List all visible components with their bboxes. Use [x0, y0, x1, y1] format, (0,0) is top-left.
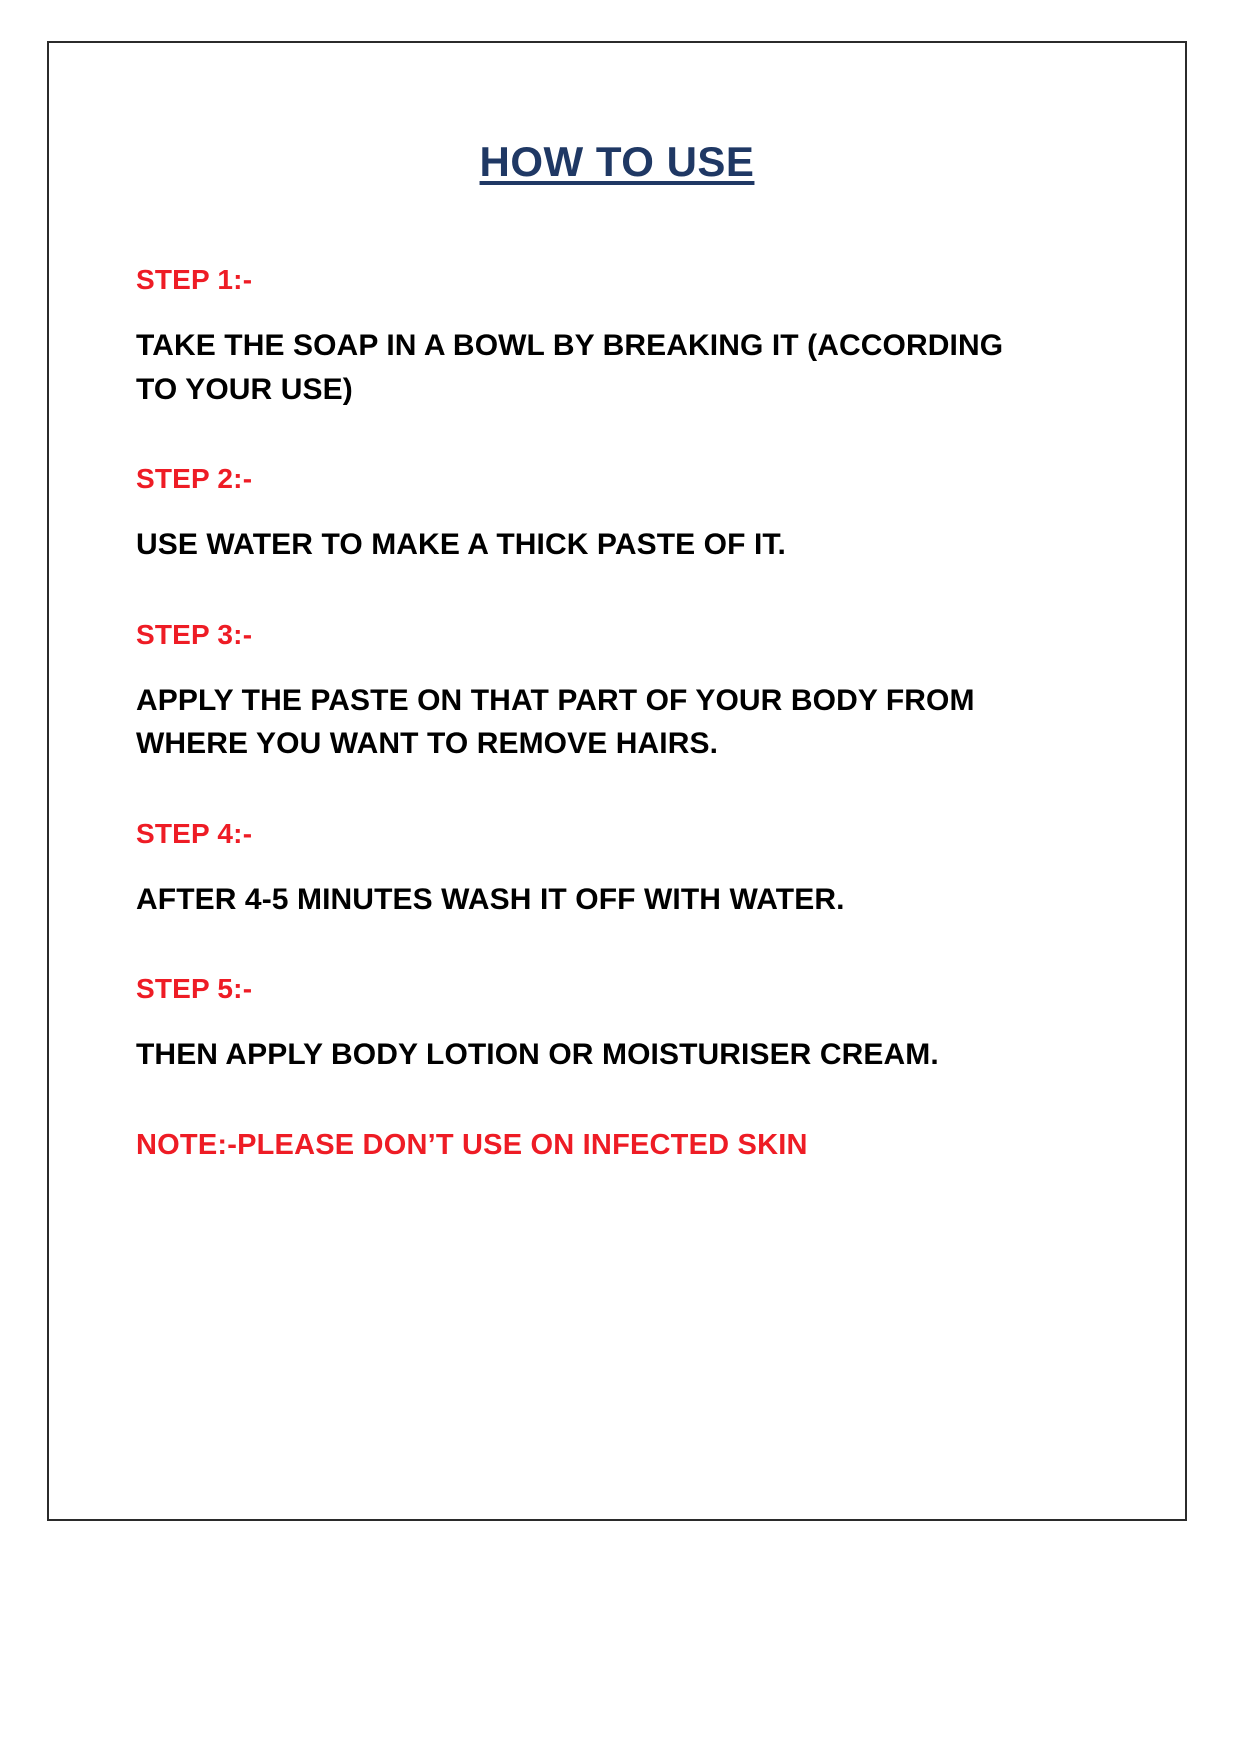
step-item: [136, 463, 1125, 567]
step-item: [136, 264, 1125, 411]
step-text: THEN APPLY BODY LOTION OR MOISTURISER CREAM.: [136, 1038, 939, 1071]
steps-list: [49, 264, 1185, 1162]
step-label: STEP 3:-: [136, 618, 253, 650]
step-label: STEP 4:-: [136, 817, 253, 849]
step-item: [136, 973, 1125, 1077]
step-item: [136, 818, 1125, 922]
step-text: APPLY THE PASTE ON THAT PART OF YOUR BODY FROM WHERE YOU WANT TO REMOVE HAIRS.: [136, 683, 975, 760]
step-label: STEP 5:-: [136, 973, 253, 1004]
step-text: TAKE THE SOAP IN A BOWL BY BREAKING IT (ACCORDING TO YOUR USE): [136, 329, 1004, 406]
note-text: NOTE:-PLEASE DON’T USE ON INFECTED SKIN: [136, 1128, 808, 1161]
step-text: AFTER 4-5 MINUTES WASH IT OFF WITH WATER.: [136, 882, 845, 916]
document-page: [47, 41, 1187, 1521]
step-label: STEP 1:-: [136, 264, 253, 295]
page-title: HOW TO USE: [479, 138, 755, 185]
step-item: [136, 619, 1125, 766]
step-label: STEP 2:-: [136, 463, 253, 494]
step-text: USE WATER TO MAKE A THICK PASTE OF IT.: [136, 528, 786, 561]
